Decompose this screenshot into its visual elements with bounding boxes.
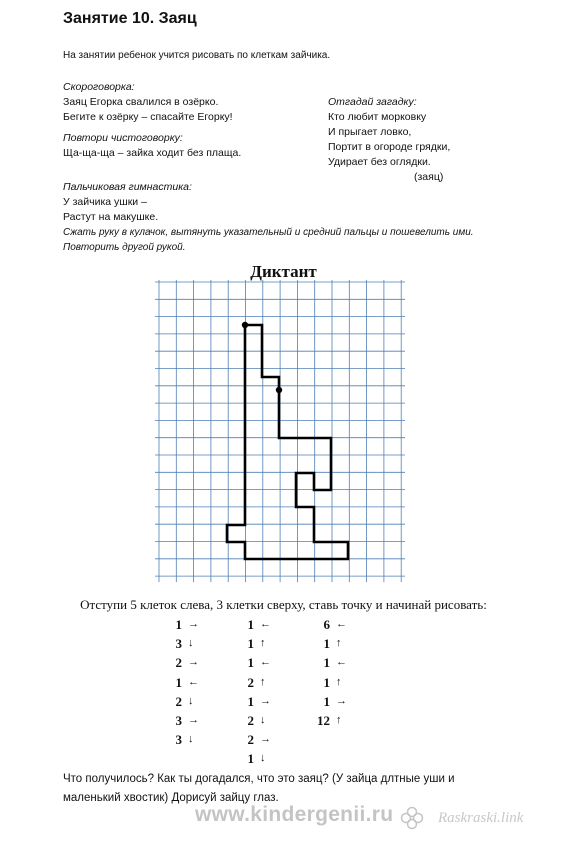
dictation-step	[232, 711, 271, 730]
intro-text: На занятии ребенок учится рисовать по клеткам зайчика.	[63, 50, 331, 61]
finger-gym-line-2: Растут на макушке.	[63, 211, 159, 223]
step-count: 1	[247, 693, 254, 709]
dictation-step	[160, 692, 199, 711]
dictation-step	[232, 615, 271, 634]
arrow-right-icon: →	[336, 694, 347, 707]
step-count: 1	[323, 693, 330, 709]
dictation-grid	[155, 280, 405, 592]
dictation-step	[160, 634, 199, 653]
step-count: 3	[175, 636, 182, 652]
finger-gym-heading: Пальчиковая гимнастика:	[63, 181, 192, 193]
step-count: 3	[175, 712, 182, 728]
step-count: 1	[175, 674, 182, 690]
riddle-line-3: Портит в огороде грядки,	[328, 141, 451, 153]
arrow-down-icon: ↓	[260, 752, 266, 765]
arrow-right-icon: →	[188, 713, 199, 726]
arrow-down-icon: ↓	[188, 694, 194, 707]
pure-phrase-heading: Повтори чистоговорку:	[63, 132, 183, 144]
step-count: 2	[247, 674, 254, 690]
dictation-step	[232, 673, 271, 692]
dictation-step	[232, 634, 271, 653]
arrow-right-icon: →	[188, 618, 199, 630]
dictation-instruction: Отступи 5 клеток слева, 3 клетки сверху, ставь точку и начинай рисовать:	[80, 597, 487, 612]
tongue-twister-line-1: Заяц Егорка свалился в озёрко.	[63, 96, 219, 108]
arrow-up-icon: ↑	[260, 637, 266, 650]
watermark-site: www.kindergenii.ru	[195, 803, 394, 826]
riddle-block	[328, 95, 528, 185]
bottom-line-1: Что получилось? Как ты догадался, что это заяц? (У зайца длтные уши и	[63, 773, 455, 785]
arrow-right-icon: →	[260, 694, 271, 707]
finger-gym-instruction-1: Сжать руку в кулачок, вытянуть указательный и средний пальцы и пошевелить ими.	[63, 227, 474, 238]
finger-gym-block	[63, 180, 533, 255]
arrow-left-icon: ←	[260, 656, 271, 669]
tongue-twister-line-2: Бегите к озёрку – спасайте Егорку!	[63, 111, 233, 123]
riddle-line-2: И прыгает ловко,	[328, 126, 412, 138]
riddle-answer: (заяц)	[414, 171, 444, 183]
finger-gym-line-1: У зайчика ушки –	[63, 196, 147, 208]
step-count: 1	[175, 617, 182, 632]
arrow-down-icon: ↓	[188, 733, 194, 746]
step-count: 1	[323, 636, 330, 652]
dictation-step	[308, 711, 347, 730]
arrow-up-icon: ↑	[260, 675, 266, 688]
pure-phrase-line: Ща-ща-ща – зайка ходит без плаща.	[63, 147, 242, 159]
arrow-down-icon: ↓	[260, 713, 266, 726]
left-column	[63, 80, 333, 161]
riddle-line-1: Кто любит морковку	[328, 111, 427, 123]
step-count: 1	[323, 674, 330, 690]
watermark-brand: Raskraski.link	[438, 810, 524, 826]
tongue-twister-heading: Скороговорка:	[63, 81, 135, 93]
arrow-down-icon: ↓	[188, 637, 194, 650]
arrow-right-icon: →	[188, 656, 199, 669]
dictation-step	[308, 653, 347, 672]
dictation-step	[160, 730, 199, 749]
arrow-up-icon: ↑	[336, 637, 342, 650]
dictation-title: Диктант	[250, 262, 317, 281]
dictation-column-2	[232, 615, 271, 769]
dictation-column-3	[308, 615, 347, 730]
dictation-step	[160, 711, 199, 730]
eye-point	[276, 387, 282, 393]
dictation-step	[160, 673, 199, 692]
dictation-step	[232, 749, 271, 768]
flower-icon	[400, 806, 424, 830]
step-count: 2	[247, 732, 254, 748]
arrow-right-icon: →	[260, 733, 271, 746]
arrow-left-icon: ←	[336, 618, 347, 630]
finger-gym-instruction-2: Повторить другой рукой.	[63, 242, 186, 253]
step-count: 2	[175, 693, 182, 709]
step-count: 1	[247, 636, 254, 652]
step-count: 2	[247, 712, 254, 728]
step-count: 2	[175, 655, 182, 671]
dictation-step	[308, 634, 347, 653]
step-count: 6	[323, 617, 330, 632]
riddle-heading: Отгадай загадку:	[328, 96, 417, 108]
lesson-title: Занятие 10. Заяц	[63, 10, 197, 27]
dictation-step	[232, 692, 271, 711]
arrow-up-icon: ↑	[336, 713, 342, 726]
arrow-up-icon: ↑	[336, 675, 342, 688]
step-count: 3	[175, 732, 182, 748]
start-point	[242, 322, 248, 328]
step-count: 1	[323, 655, 330, 671]
arrow-left-icon: ←	[260, 618, 271, 630]
arrow-left-icon: ←	[188, 675, 199, 688]
dictation-step	[308, 615, 347, 634]
step-count: 1	[247, 655, 254, 671]
dictation-step	[308, 673, 347, 692]
step-count: 1	[247, 751, 254, 767]
dictation-step	[232, 653, 271, 672]
arrow-left-icon: ←	[336, 656, 347, 669]
step-count: 12	[317, 712, 330, 728]
step-count: 1	[247, 617, 254, 632]
dictation-column-1	[160, 615, 199, 749]
dictation-step	[308, 692, 347, 711]
dictation-step	[232, 730, 271, 749]
dictation-step	[160, 615, 199, 634]
bottom-line-2: маленький хвостик) Дорисуй зайцу глаз.	[63, 792, 279, 804]
dictation-step	[160, 653, 199, 672]
riddle-line-4: Удирает без оглядки.	[328, 156, 431, 168]
